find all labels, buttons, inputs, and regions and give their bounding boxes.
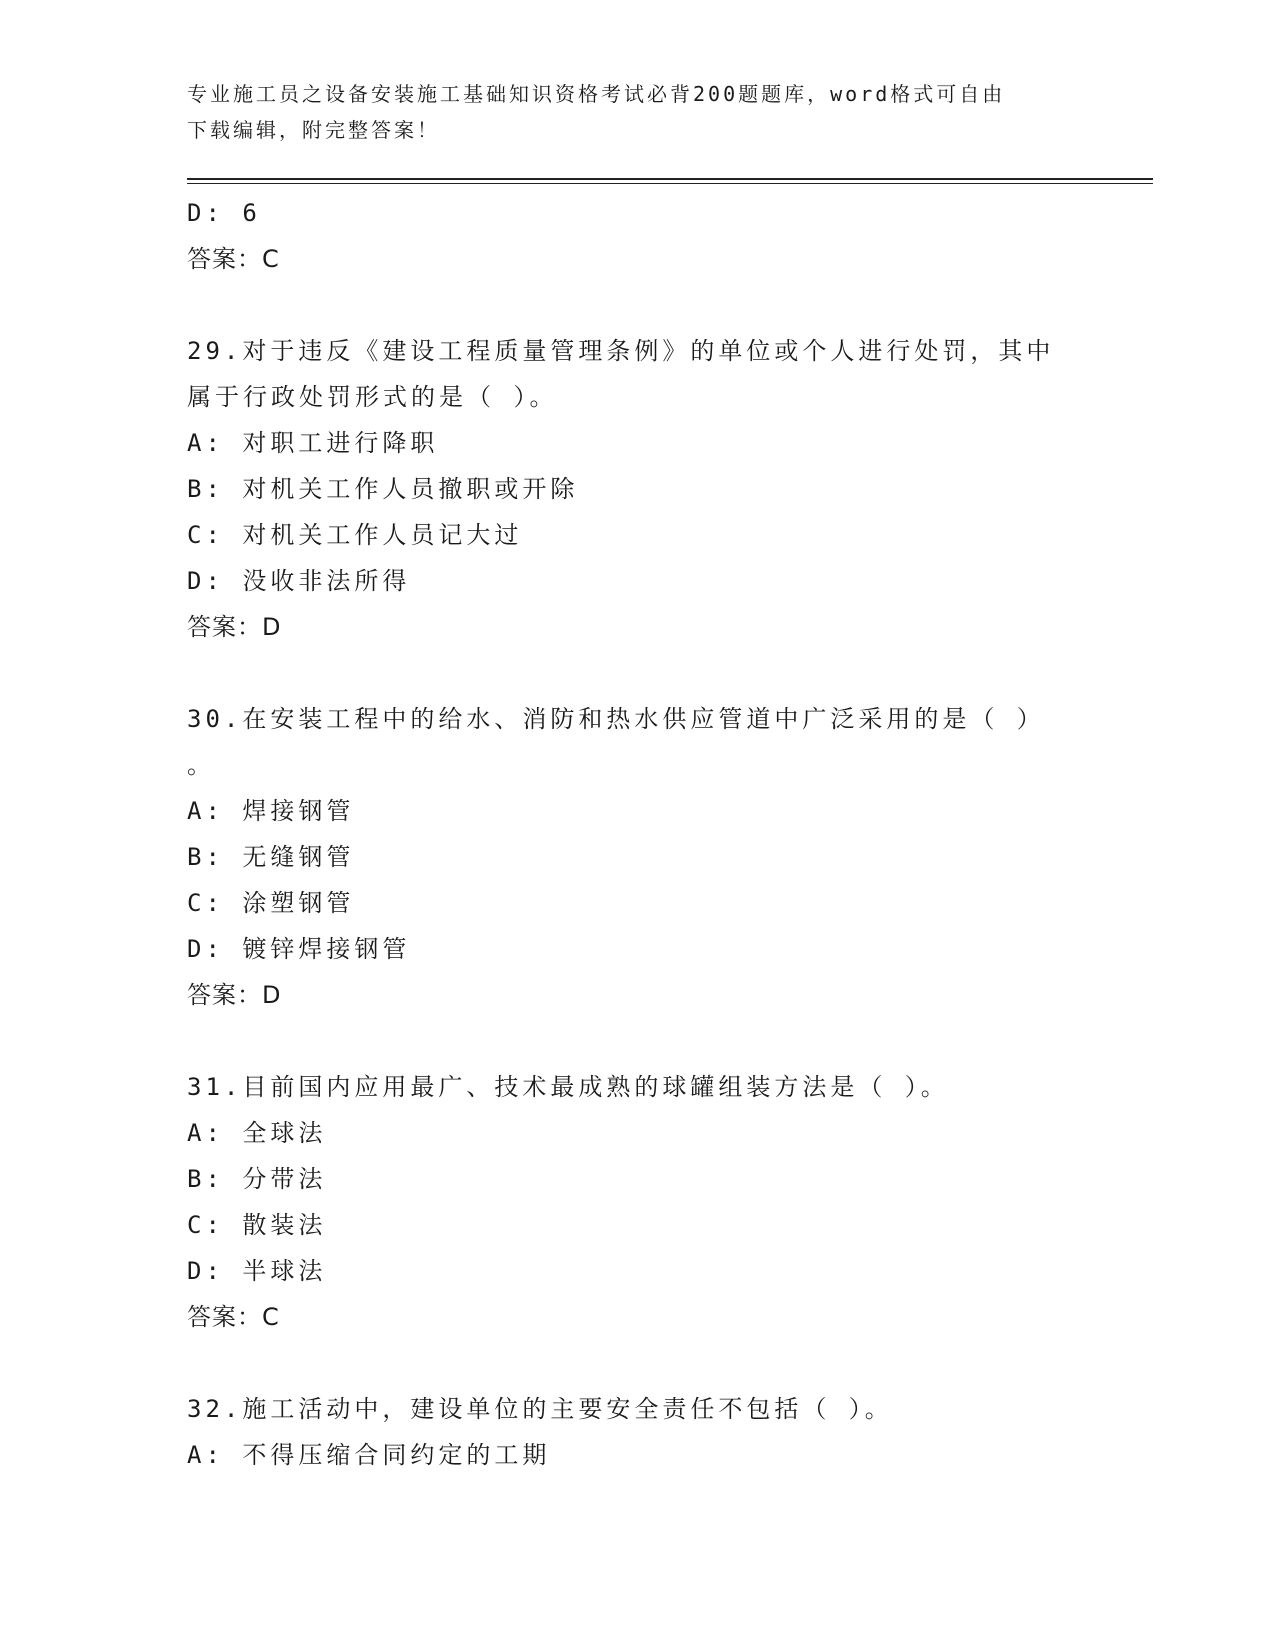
option-a: A: 焊接钢管 — [187, 797, 355, 825]
question-stem: 29.对于违反《建设工程质量管理条例》的单位或个人进行处罚，其中 — [187, 337, 1055, 365]
document-header — [187, 76, 1087, 148]
prev-option-d: D: 6 — [187, 199, 261, 227]
question-stem: 30.在安装工程中的给水、消防和热水供应管道中广泛采用的是（ ） — [187, 705, 1045, 733]
header-rule-thick — [187, 178, 1153, 180]
header-line-2: 下载编辑，附完整答案！ — [187, 118, 440, 142]
header-rule-thin — [187, 183, 1153, 184]
answer: 答案：D — [187, 981, 282, 1009]
question-stem: 31.目前国内应用最广、技术最成熟的球罐组装方法是（ ）。 — [187, 1073, 949, 1101]
header-line-1: 专业施工员之设备安装施工基础知识资格考试必背200题题库，word格式可自由 — [187, 82, 1006, 106]
question-list — [187, 190, 1107, 1478]
option-d: D: 半球法 — [187, 1257, 327, 1285]
option-b: B: 分带法 — [187, 1165, 327, 1193]
question-stem: 32.施工活动中，建设单位的主要安全责任不包括（ ）。 — [187, 1395, 893, 1423]
option-c: C: 散装法 — [187, 1211, 327, 1239]
answer: 答案：C — [187, 1303, 280, 1331]
option-d: D: 没收非法所得 — [187, 567, 411, 595]
question-31 — [187, 1064, 1107, 1340]
option-a: A: 对职工进行降职 — [187, 429, 439, 457]
question-32 — [187, 1386, 1107, 1478]
question-stem-cont: 属于行政处罚形式的是（ ）。 — [187, 383, 558, 411]
question-29 — [187, 328, 1107, 650]
question-30 — [187, 696, 1107, 1018]
option-b: B: 无缝钢管 — [187, 843, 355, 871]
option-d: D: 镀锌焊接钢管 — [187, 935, 411, 963]
option-c: C: 涂塑钢管 — [187, 889, 355, 917]
answer: 答案：D — [187, 613, 282, 641]
prev-answer: 答案：C — [187, 245, 280, 273]
option-a: A: 全球法 — [187, 1119, 327, 1147]
option-c: C: 对机关工作人员记大过 — [187, 521, 523, 549]
option-a: A: 不得压缩合同约定的工期 — [187, 1441, 551, 1469]
option-b: B: 对机关工作人员撤职或开除 — [187, 475, 579, 503]
question-stem-cont: 。 — [187, 751, 215, 779]
